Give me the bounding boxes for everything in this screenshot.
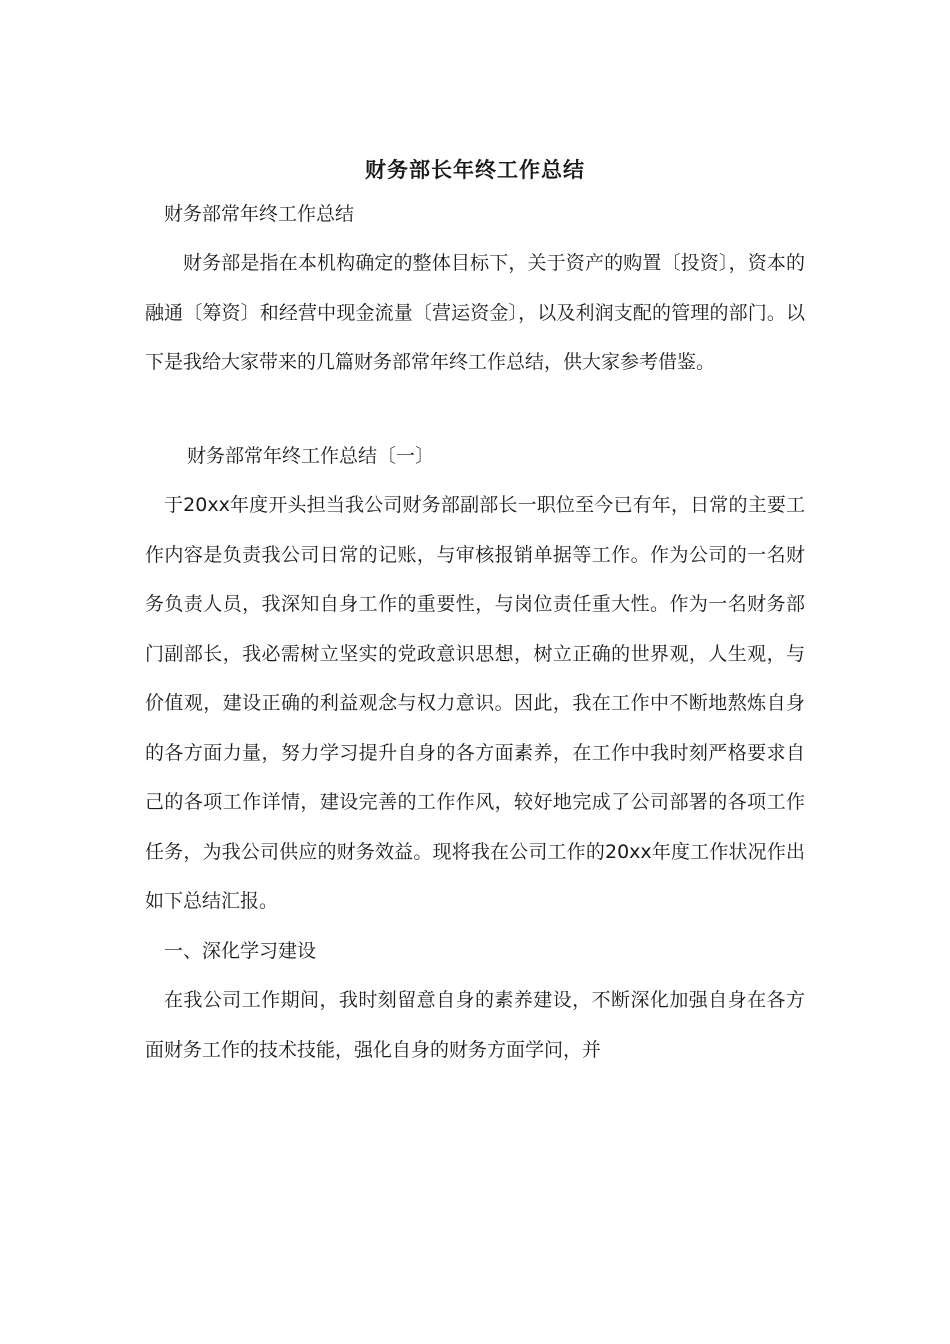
section-title: 财务部常年终工作总结〔一〕 <box>187 444 435 467</box>
paragraph-gap <box>145 388 805 432</box>
intro-paragraph: 财务部是指在本机构确定的整体目标下，关于资产的购置〔投资〕，资本的融通〔筹资〕和经营中现金流量〔营运资金〕，以及利润支配的管理的部门。以下是我给大家带来的几篇财务部常年终工作总结，供大家参考借鉴。 <box>145 252 805 373</box>
document-content <box>145 148 805 1075</box>
heading-body: 在我公司工作期间，我时刻留意自身的素养建设，不断深化加强自身在各方面财务工作的技术技能，强化自身的财务方面学问，并 <box>145 989 805 1061</box>
section-body: 于20xx年度开头担当我公司财务部副部长一职位至今已有年，日常的主要工作内容是负责我公司日常的记账，与审核报销单据等工作。作为公司的一名财务负责人员，我深知自身工作的重要性，与岗位责任重大性。作为一名财务部门副部长，我必需树立坚实的党政意识思想，树立正确的世界观，人生观，与价值观，建设正确的利益观念与权力意识。因此，我在工作中不断地熬炼自身的各方面力量，努力学习提升自身的各方面素养，在工作中我时刻严格要求自己的各项工作详情，建设完善的工作作风，较好地完成了公司部署的各项工作任务，为我公司供应的财务效益。现将我在公司工作的20xx年度工作状况作出如下总结汇报。 <box>145 494 805 912</box>
document-subtitle: 财务部常年终工作总结 <box>164 203 355 225</box>
document-title: 财务部长年终工作总结 <box>365 158 585 182</box>
heading-deepen-learning: 一、深化学习建设 <box>164 939 317 962</box>
